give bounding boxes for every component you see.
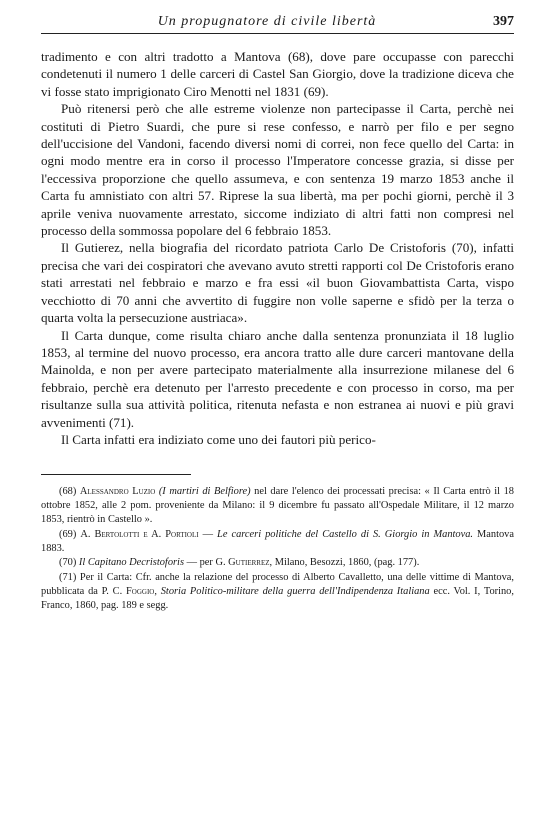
footnote-71-title: Storia Politico-militare della guerra dell'Indipendenza Italiana (160, 585, 430, 597)
footnote-71 (41, 571, 514, 612)
paragraph-2: Può ritenersi però che alle estreme violenze non partecipasse il Carta, perchè nei costituti di Pietro Suardi, che pure si rese confesso, e narrò per filo e per segno dell'uccisione del Vandoni, facendo diversi nomi di correi, non fece quello del Carta: in ogni modo mentre era in corso il processo l'Imperatore concesse grazia, si disse per l'eccessiva proporzione che quello assumeva, e con sentenza 19 marzo 1853 anche il Carta fu amnistiato con altri 57. Riprese la sua libertà, ma per pochi giorni, perchè il 3 aprile veniva nuovamente arrestato, siccome indiziato di altri fatti non compresi nel processo della sommossa popolare del 6 febbraio 1853. (41, 101, 514, 239)
running-head (41, 14, 514, 34)
footnote-69-title: Le carceri politiche del Castello di S. Giorgio in Mantova. (217, 528, 473, 540)
footnote-divider (41, 474, 191, 475)
paragraph-5: Il Carta infatti era indiziato come uno dei fautori più perico- (61, 431, 376, 447)
main-text (41, 48, 514, 448)
footnote-68-title: (I martiri di Belfiore) (158, 486, 251, 498)
footnote-70-text-a: — per (186, 557, 213, 569)
footnote-70-author: G. Gutierrez (215, 557, 270, 569)
footnote-68-author: Alessandro Luzio (79, 486, 156, 498)
footnote-68-text: nel dare l'elenco dei processati precisa: « Il Carta entrò il 18 ottobre 1852, alle 2 pom. proveniente da Milano: il 9 dicembre fu passato all'Ospedale Militare, il 12 marzo 1853, rientrò in Castello ». (41, 486, 514, 525)
footnote-68 (41, 485, 514, 526)
footnote-70-text-b: , Milano, Besozzi, 1860, (pag. 177). (269, 557, 420, 569)
footnote-71-number: (71) (59, 572, 77, 584)
footnote-69-number: (69) (59, 528, 77, 540)
footnote-69 (41, 528, 514, 556)
footnote-71-text-b: ecc. Vol. I, Torino, Franco, 1860, pag. 189 e segg. (41, 585, 514, 611)
footnote-70-title: Il Capitano Decristoforis (78, 557, 184, 569)
footnotes (41, 485, 514, 612)
footnote-71-text-a: Per il Carta: Cfr. anche la relazione del processo di Alberto Cavalletto, una delle vittime di Mantova, pubblicata da (41, 572, 514, 597)
footnote-69-text: Mantova 1883. (41, 528, 514, 554)
running-title: Un propugnatore di civile libertà (157, 14, 377, 29)
footnote-71-author: P. C. Foggio, (101, 585, 157, 597)
paragraph-3: Il Gutierez, nella biografia del ricordato patriota Carlo De Cristoforis (70), infatti precisa che vari dei cospiratori che avevano avuto stretti rapporti col De Cristoforis erano stati arrestati nel febbraio e marzo e fra essi «il buon Giovambattista Carta, vispo vecchiotto di 70 anni che avvertito di fuggire non volle saperne e sfidò per la terza o quarta volta la persecuzione austriaca». (41, 240, 514, 326)
page-number: 397 (493, 14, 514, 29)
paragraph-4: Il Carta dunque, come risulta chiaro anche dalla sentenza pronunziata il 18 luglio 1853, al termine del nuovo processo, era ancora tratto alle dure carceri mantovane della Mainolda, e non per avere partecipato materialmente alla insurrezione milanese del 6 febbraio, perchè era detenuto per l'arresto precedente e con processo in corso, ma per risultanze sulla sua attività politica, ritenuta nefasta e non estranea ai nuovi e più gravi avvenimenti (71). (41, 327, 514, 430)
footnote-69-authors: A. Bertolotti e A. Portioli (80, 528, 199, 540)
footnote-69-separator: — (202, 528, 214, 540)
footnote-68-number: (68) (59, 486, 77, 498)
footnote-70-number: (70) (59, 557, 77, 569)
footnote-70 (41, 556, 514, 570)
paragraph-1: tradimento e con altri tradotto a Mantova (68), dove pare occupasse con parecchi condetenuti il numero 1 delle carceri di Castel San Giorgio, dove la tradizione diceva che vi fosse stato imprigionato Ciro Menotti nel 1831 (69). (41, 49, 514, 99)
